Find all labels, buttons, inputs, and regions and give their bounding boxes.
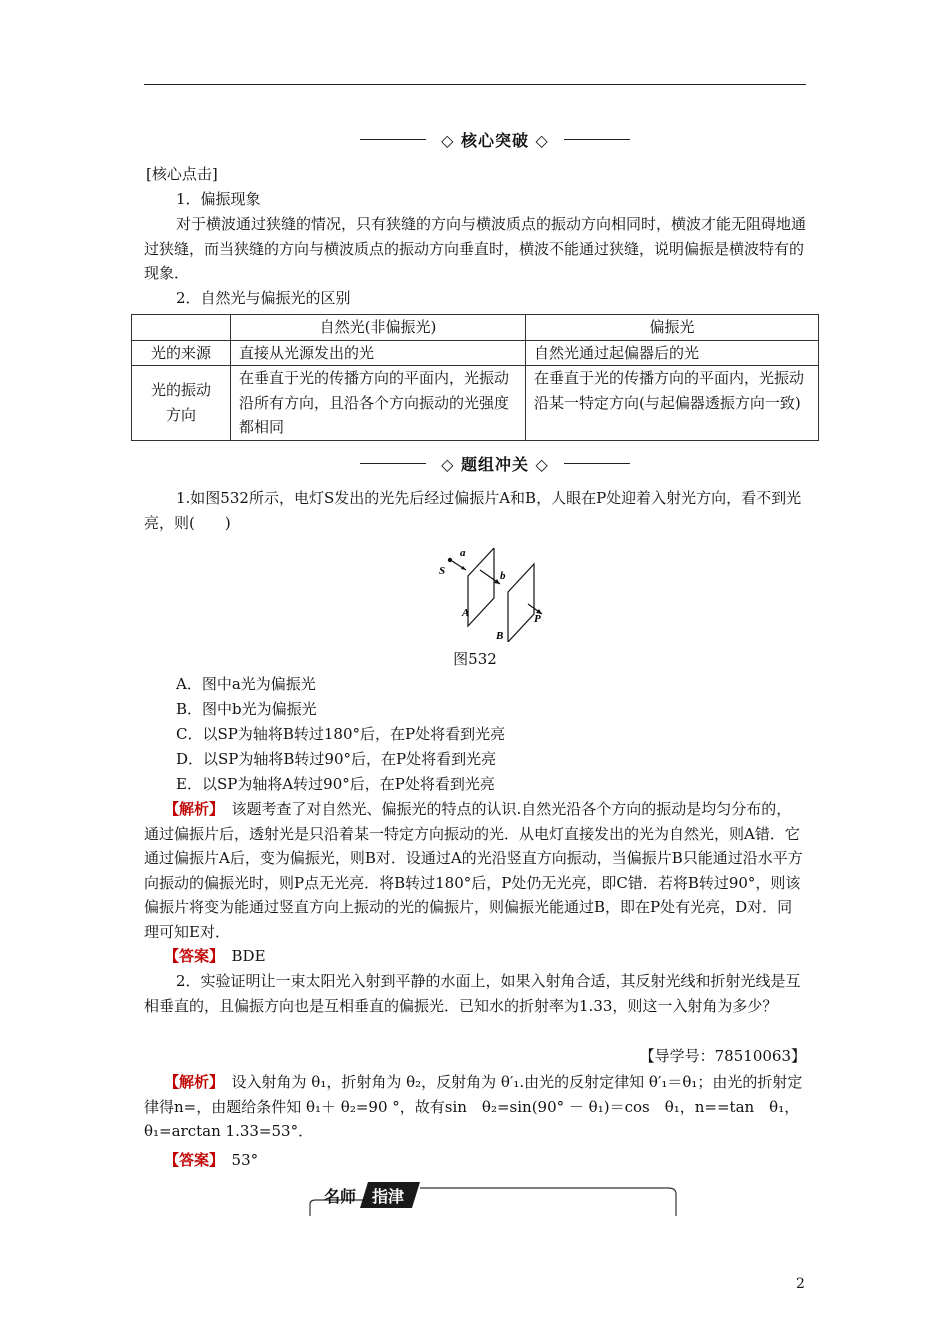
table-header-cell: 偏振光 [526, 315, 819, 341]
table-row [132, 340, 819, 366]
q1-option: E．以SP为轴将A转过90°后，在P处将看到光亮 [176, 775, 495, 793]
mingshi-label: 名师 指津 [324, 1187, 405, 1206]
q1-analysis [144, 797, 806, 944]
comparison-table [131, 314, 819, 441]
q1-option: B．图中b光为偏振光 [176, 700, 317, 718]
q1-option: A．图中a光为偏振光 [176, 675, 316, 693]
page-number: 2 [796, 1276, 805, 1292]
label-b: b [500, 570, 506, 582]
bracket-title: [核心点击] [146, 165, 218, 183]
label-S: S [439, 565, 446, 577]
figure-caption: 图532 [453, 650, 497, 668]
polarizer-A [468, 548, 494, 626]
table-cell: 光的振动方向 [132, 366, 231, 441]
item2-title: 2．自然光与偏振光的区别 [176, 289, 351, 307]
table-cell: 自然光通过起偏器后的光 [526, 340, 819, 366]
table-header-cell: 自然光(非偏振光) [231, 315, 526, 341]
item1-text: 对于横波通过狭缝的情况，只有狭缝的方向与横波质点的振动方向相同时，横波才能无阻碍地通过狭缝，而当狭缝的方向与横波质点的振动方向垂直时，横波不能通过狭缝，说明偏振是横波特有的现象． [144, 215, 807, 282]
label-a: a [460, 548, 466, 559]
table-header-row [132, 315, 819, 341]
q1-option: C．以SP为轴将B转过180°后，在P处将看到光亮 [176, 725, 506, 743]
table-cell: 直接从光源发出的光 [231, 340, 526, 366]
answer-text: BDE [231, 947, 266, 965]
analysis-text: 该题考查了对自然光、偏振光的特点的认识.自然光沿各个方向的振动是均匀分布的，通过偏振片后，透射光是只沿着某一特定方向振动的光．从电灯直接发出的光为自然光，则A错．它通过偏振片A后，变为偏振光，则B对．设通过A的光沿竖直方向振动，当偏振片B只能通过沿水平方向振动的偏振光时，则P点无光亮．将B转过180°后，P处仍无光亮，即C错．若将B转过90°，则该偏振片将变为能通过竖直方向上振动的光的偏振片，则偏振光能通过B，即在P处有光亮，D对．同理可知E对． [144, 800, 803, 941]
guide-number: 【导学号：78510063】 [639, 1047, 806, 1065]
q1-answer [144, 944, 806, 969]
polarizer-B [508, 564, 534, 642]
answer-tag: 【答案】 [164, 1151, 217, 1169]
table-cell: 光的来源 [132, 340, 231, 366]
label-B: B [496, 630, 504, 642]
item1-title: 1．偏振现象 [176, 190, 261, 208]
section-title: ◇ 题组冲关 ◇ [441, 455, 549, 474]
q1-option: D．以SP为轴将B转过90°后，在P处将看到光亮 [176, 750, 497, 768]
answer-text: 53° [231, 1151, 259, 1169]
q1-stem: 1.如图532所示，电灯S发出的光先后经过偏振片A和B，人眼在P处迎着入射光方向，看不到光亮，则( ) [144, 489, 802, 532]
section-header-exercises [360, 452, 630, 476]
analysis-tag: 【解析】 [164, 1073, 217, 1091]
q2-stem: 2．实验证明让一束太阳光入射到平静的水面上，如果入射角合适，其反射光线和折射光线是互相垂直的，且偏振方向也是互相垂直的偏振光．已知水的折射率为1.33，则这一入射角为多少？ [144, 972, 801, 1015]
table-cell: 在垂直于光的传播方向的平面内，光振动沿所有方向，且沿各个方向振动的光强度都相同 [231, 366, 526, 441]
section-header-core [360, 128, 630, 152]
section-title: ◇ 核心突破 ◇ [441, 131, 549, 150]
label-P: P [534, 613, 541, 625]
q2-analysis [144, 1070, 806, 1144]
table-cell: 在垂直于光的传播方向的平面内，光振动沿某一特定方向(与起偏器透振方向一致) [526, 366, 819, 441]
answer-tag: 【答案】 [164, 947, 217, 965]
q2-answer [144, 1148, 806, 1173]
analysis-tag: 【解析】 [164, 800, 217, 818]
label-A: A [462, 607, 470, 619]
mingshi-banner [308, 1180, 678, 1216]
table-row [132, 366, 819, 441]
lamp-S [448, 558, 452, 562]
polarizer-figure [436, 548, 550, 642]
table-header-cell [132, 315, 231, 341]
analysis-text: 设入射角为 θ₁，折射角为 θ₂，反射角为 θ′₁.由光的反射定律知 θ′₁＝θ₁；由光的折射定律得n=，由题给条件知 θ₁＋ θ₂=90 °，故有sin θ₂=sin(90° － θ₁)＝cos θ₁，n==tan θ₁， θ₁=arctan 1.33=53°． [144, 1073, 803, 1140]
top-rule [144, 84, 806, 85]
